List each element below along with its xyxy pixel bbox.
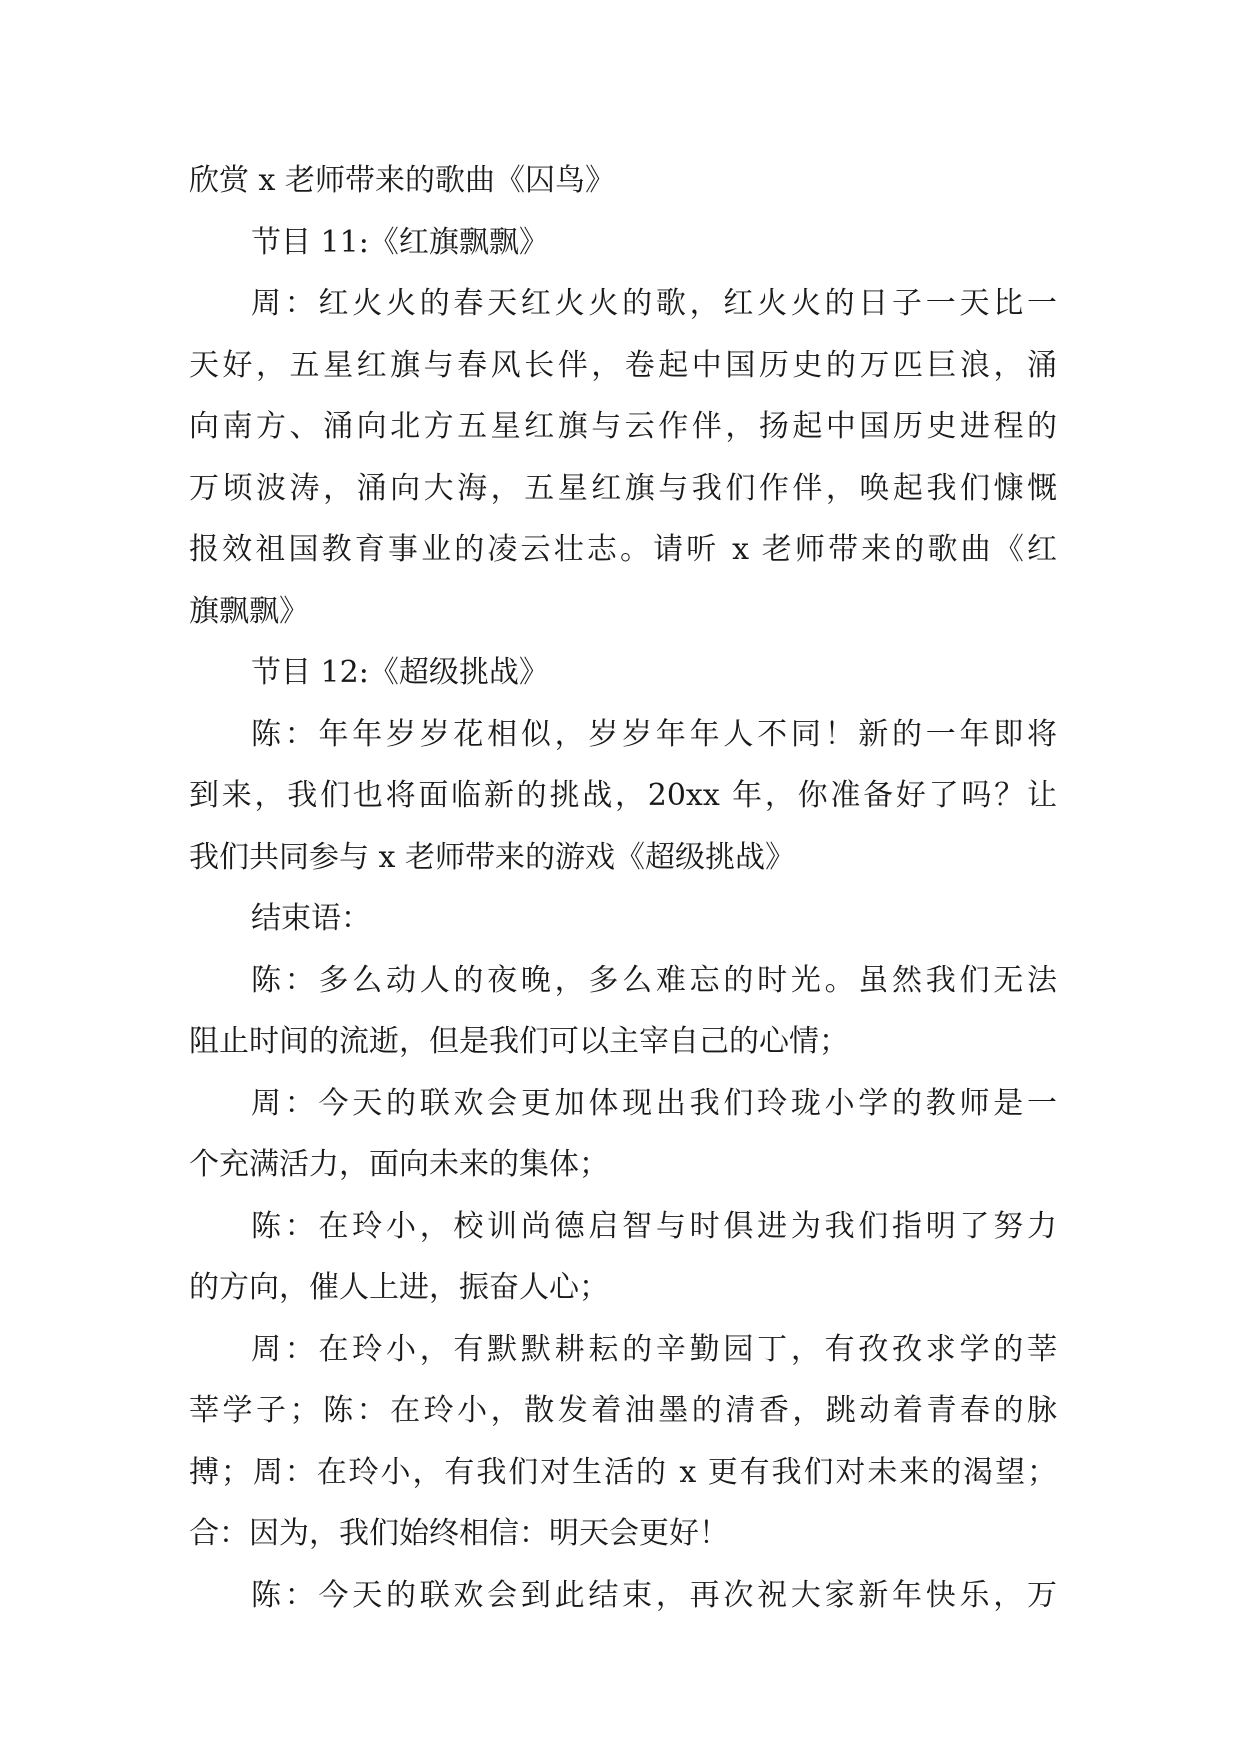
text-line: 合：因为，我们始终相信：明天会更好！ bbox=[189, 1516, 729, 1551]
text-line: 莘学子；陈：在玲小，散发着油墨的清香，跳动着青春的脉 bbox=[189, 1393, 1057, 1428]
text-line: 欣赏 x 老师带来的歌曲《囚鸟》 bbox=[189, 163, 615, 198]
text-line: 周：今天的联欢会更加体现出我们玲珑小学的教师是一 bbox=[251, 1085, 1057, 1121]
text-line: 个充满活力，面向未来的集体； bbox=[189, 1147, 609, 1182]
text-line: 报效祖国教育事业的凌云壮志。请听 x 老师带来的歌曲《红 bbox=[189, 532, 1057, 567]
text-line: 我们共同参与 x 老师带来的游戏《超级挑战》 bbox=[189, 839, 795, 875]
section-heading: 节目 12:《超级挑战》 bbox=[251, 655, 549, 690]
text-line: 周：红火火的春天红火火的歌，红火火的日子一天比一 bbox=[251, 286, 1057, 321]
text-line: 搏；周：在玲小，有我们对生活的 x 更有我们对未来的渴望； bbox=[189, 1454, 1057, 1490]
text-line: 旗飘飘》 bbox=[189, 593, 309, 629]
section-heading: 结束语： bbox=[251, 901, 371, 936]
text-line: 周：在玲小，有默默耕耘的辛勤园丁，有孜孜求学的莘 bbox=[251, 1331, 1057, 1367]
text-line: 的方向，催人上进，振奋人心； bbox=[189, 1270, 609, 1305]
section-heading: 节目 11:《红旗飘飘》 bbox=[251, 224, 549, 260]
text-line: 到来，我们也将面临新的挑战，20xx 年，你准备好了吗？让 bbox=[189, 778, 1057, 813]
text-line: 阻止时间的流逝，但是我们可以主宰自己的心情； bbox=[189, 1024, 849, 1059]
text-line: 天好，五星红旗与春风长伴，卷起中国历史的万匹巨浪，涌 bbox=[189, 347, 1057, 383]
document-page bbox=[189, 150, 1057, 1626]
text-line: 万顷波涛，涌向大海，五星红旗与我们作伴，唤起我们慷慨 bbox=[189, 470, 1057, 506]
text-line: 陈：多么动人的夜晚，多么难忘的时光。虽然我们无法 bbox=[251, 962, 1057, 998]
text-line: 陈：年年岁岁花相似，岁岁年年人不同！新的一年即将 bbox=[251, 716, 1057, 752]
text-line: 陈：在玲小，校训尚德启智与时俱进为我们指明了努力 bbox=[251, 1208, 1057, 1244]
text-line: 陈：今天的联欢会到此结束，再次祝大家新年快乐，万 bbox=[251, 1577, 1057, 1613]
text-line: 向南方、涌向北方五星红旗与云作伴，扬起中国历史进程的 bbox=[189, 409, 1057, 444]
